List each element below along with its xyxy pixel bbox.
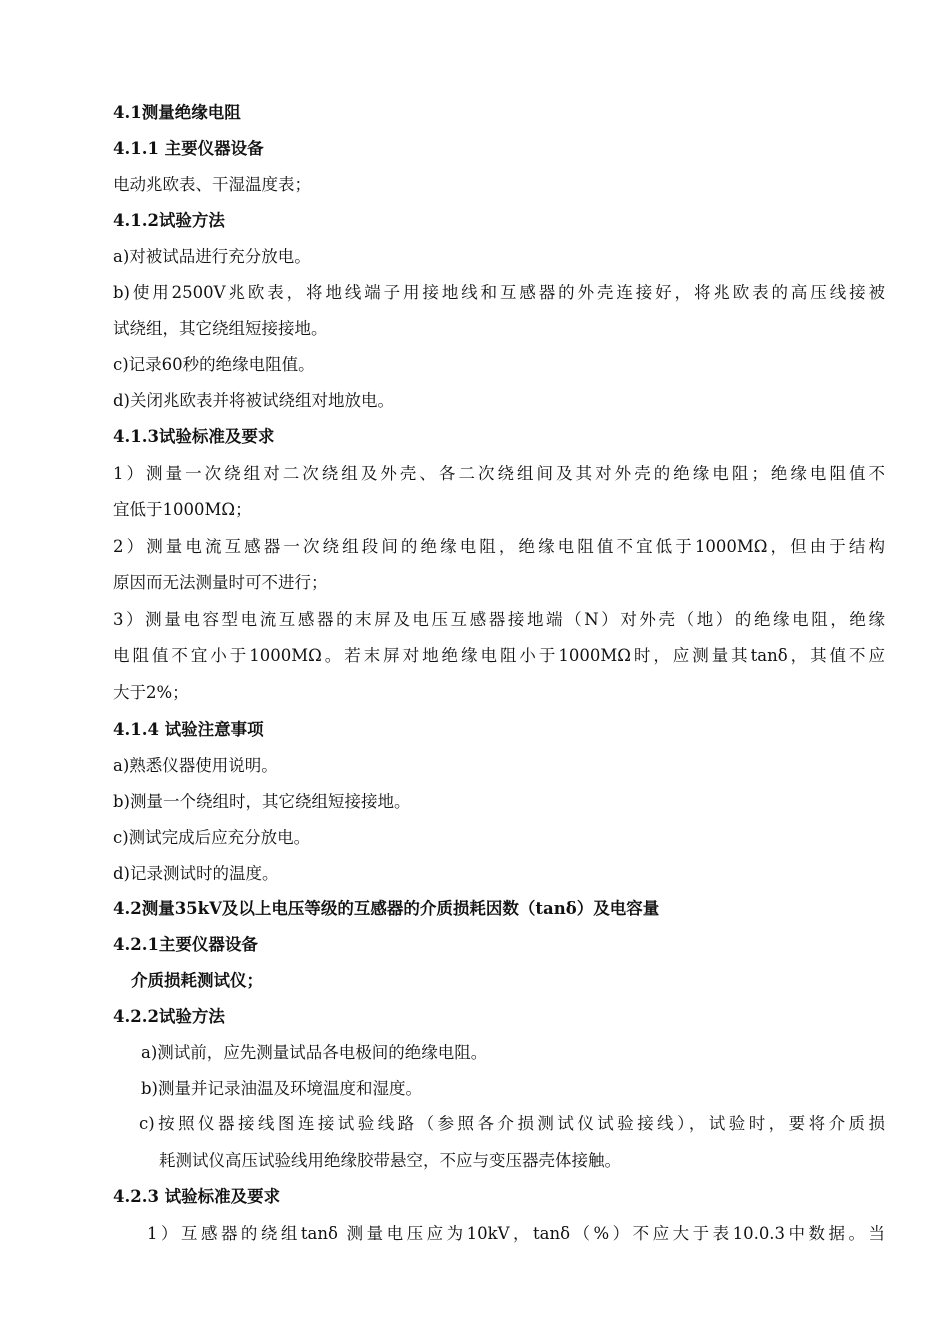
paragraph-line: 大于2%； xyxy=(113,683,189,702)
subsection-heading-4-2-1: 4.2.1主要仪器设备 xyxy=(113,935,258,954)
paragraph-line: a)对被试品进行充分放电。 xyxy=(113,247,311,266)
paragraph-line: 1）测量一次绕组对二次绕组及外壳、各二次绕组间及其对外壳的绝缘电阻；绝缘电阻值不 xyxy=(113,464,885,483)
paragraph-line: 电阻值不宜小于1000MΩ。若末屏对地绝缘电阻小于1000MΩ时，应测量其tanδ，其值不应 xyxy=(113,646,885,665)
paragraph-line: 介质损耗测试仪； xyxy=(131,971,263,990)
paragraph-line: c)记录60秒的绝缘电阻值。 xyxy=(113,355,315,374)
paragraph-line: 原因而无法测量时可不进行； xyxy=(113,573,328,592)
subsection-heading-4-2-3: 4.2.3 试验标准及要求 xyxy=(113,1187,281,1206)
paragraph-line: 2）测量电流互感器一次绕组段间的绝缘电阻，绝缘电阻值不宜低于1000MΩ，但由于结构 xyxy=(113,537,885,556)
section-heading-4-2: 4.2测量35kV及以上电压等级的互感器的介质损耗因数（tanδ）及电容量 xyxy=(113,899,660,918)
paragraph-line: 耗测试仪高压试验线用绝缘胶带悬空，不应与变压器壳体接触。 xyxy=(159,1151,621,1170)
subsection-heading-4-1-1: 4.1.1 主要仪器设备 xyxy=(113,139,264,158)
paragraph-line: 3）测量电容型电流互感器的末屏及电压互感器接地端（N）对外壳（地）的绝缘电阻，绝缘 xyxy=(113,610,885,629)
paragraph-line: d)关闭兆欧表并将被试绕组对地放电。 xyxy=(113,391,394,410)
paragraph-line: b)测量一个绕组时，其它绕组短接接地。 xyxy=(113,792,411,811)
section-heading-4-1: 4.1测量绝缘电阻 xyxy=(113,103,241,122)
paragraph-line: d)记录测试时的温度。 xyxy=(113,864,279,883)
paragraph-line: b)测量并记录油温及环境温度和湿度。 xyxy=(141,1079,422,1098)
paragraph-line: c)测试完成后应充分放电。 xyxy=(113,828,311,847)
subsection-heading-4-1-4: 4.1.4 试验注意事项 xyxy=(113,720,264,739)
paragraph-line: 宜低于1000MΩ； xyxy=(113,500,252,519)
paragraph-line: b)使用2500V兆欧表，将地线端子用接地线和互感器的外壳连接好，将兆欧表的高压线接被 xyxy=(113,283,885,302)
paragraph-line: 1）互感器的绕组tanδ 测量电压应为10kV，tanδ（%）不应大于表10.0.3中数据。当 xyxy=(147,1224,885,1243)
paragraph-line: c)按照仪器接线图连接试验线路（参照各介损测试仪试验接线），试验时，要将介质损 xyxy=(139,1114,885,1133)
paragraph-line: a)熟悉仪器使用说明。 xyxy=(113,756,278,775)
paragraph-line: a)测试前，应先测量试品各电极间的绝缘电阻。 xyxy=(141,1043,488,1062)
subsection-heading-4-1-3: 4.1.3试验标准及要求 xyxy=(113,427,275,446)
subsection-heading-4-2-2: 4.2.2试验方法 xyxy=(113,1007,225,1026)
paragraph-line: 试绕组，其它绕组短接接地。 xyxy=(113,319,328,338)
paragraph-line: 电动兆欧表、干湿温度表； xyxy=(113,175,311,194)
subsection-heading-4-1-2: 4.1.2试验方法 xyxy=(113,211,225,230)
